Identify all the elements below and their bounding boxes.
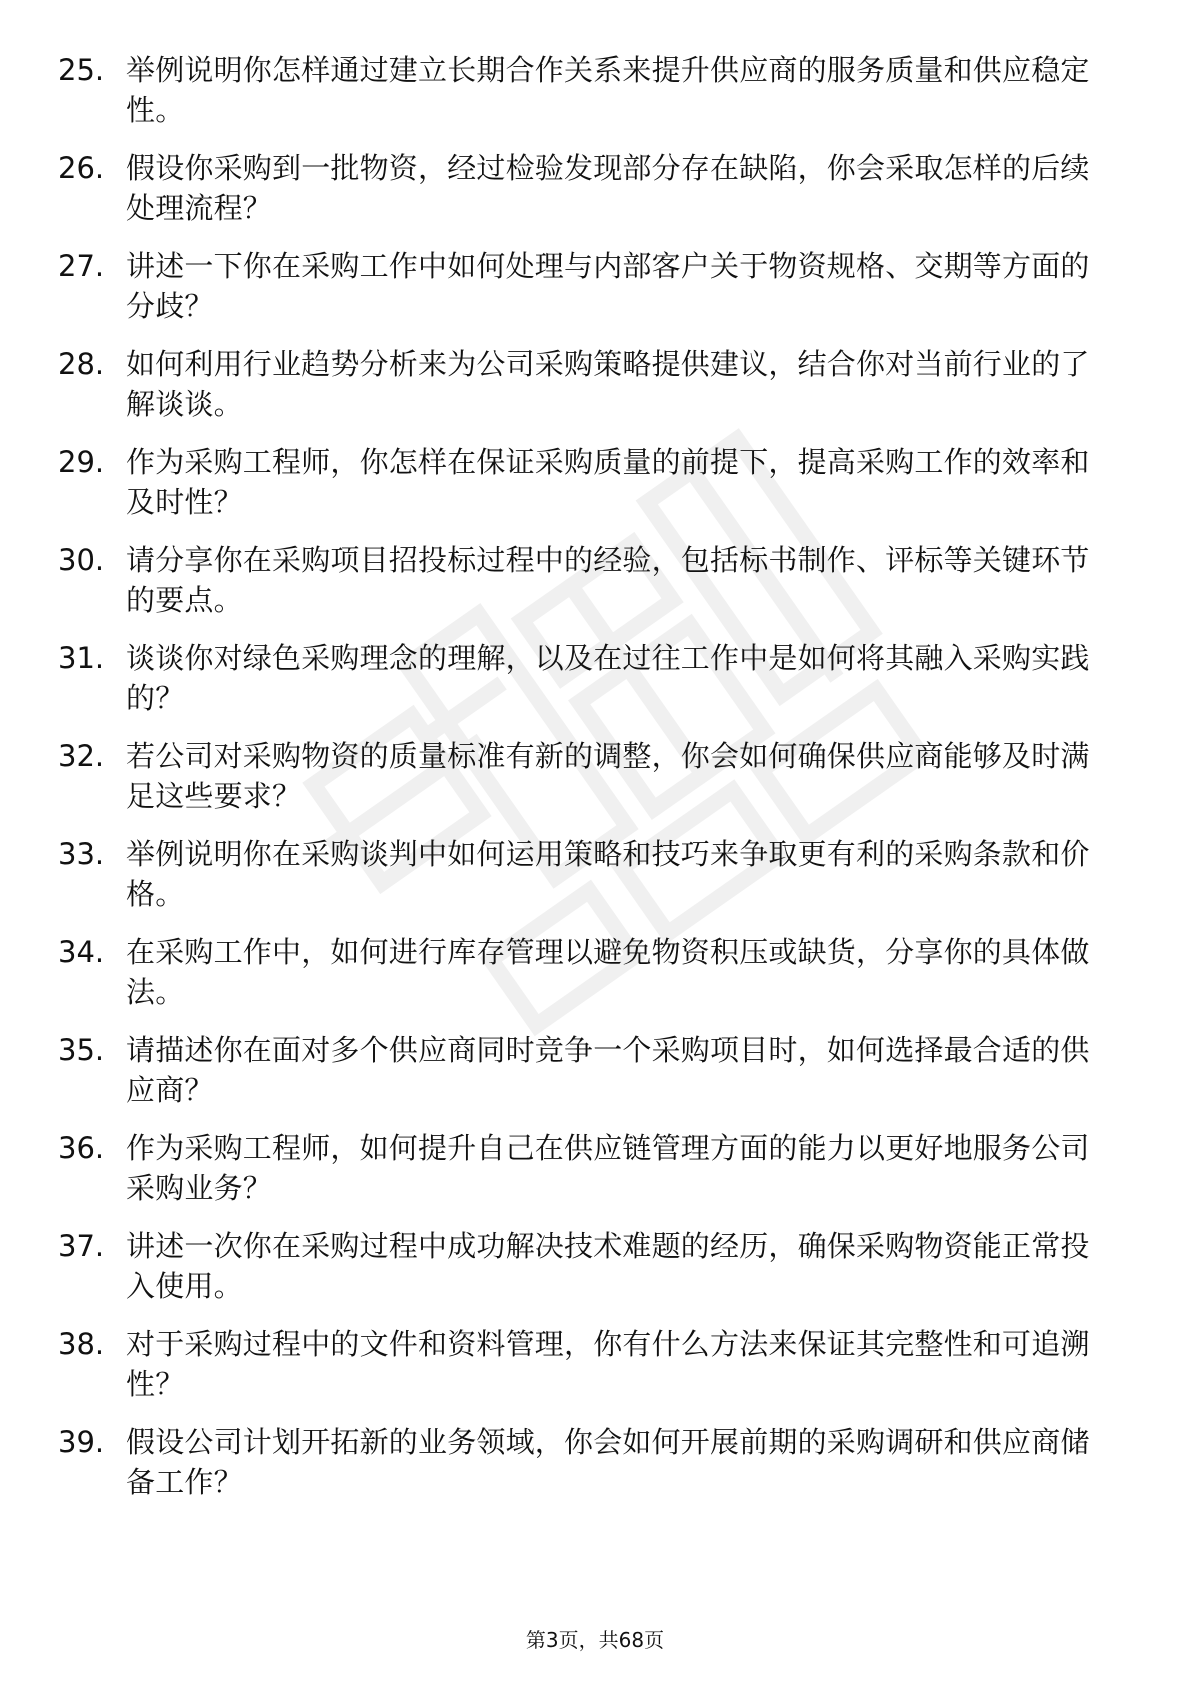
question-text: 在采购工作中，如何进行库存管理以避免物资积压或缺货，分享你的具体做法。 — [126, 935, 1090, 1009]
question-number: 26. — [58, 151, 105, 185]
question-text: 谈谈你对绿色采购理念的理解，以及在过往工作中是如何将其融入采购实践的？ — [126, 641, 1090, 715]
question-number: 33. — [58, 837, 105, 871]
question-item-27 — [58, 246, 1118, 344]
question-item-28 — [58, 344, 1118, 442]
question-text: 对于采购过程中的文件和资料管理，你有什么方法来保证其完整性和可追溯性？ — [126, 1327, 1090, 1401]
question-text: 请分享你在采购项目招投标过程中的经验，包括标书制作、评标等关键环节的要点。 — [126, 543, 1090, 617]
question-text: 如何利用行业趋势分析来为公司采购策略提供建议，结合你对当前行业的了解谈谈。 — [126, 347, 1090, 421]
question-number: 36. — [58, 1131, 105, 1165]
question-number: 31. — [58, 641, 105, 675]
question-item-25 — [58, 50, 1118, 148]
question-item-29 — [58, 442, 1118, 540]
question-number: 39. — [58, 1425, 105, 1459]
question-number: 25. — [58, 53, 105, 87]
page-footer: 第3页，共68页 — [525, 1628, 665, 1652]
question-item-33 — [58, 834, 1118, 932]
question-item-35 — [58, 1030, 1118, 1128]
question-item-31 — [58, 638, 1118, 736]
question-text: 讲述一次你在采购过程中成功解决技术难题的经历，确保采购物资能正常投入使用。 — [126, 1229, 1090, 1303]
question-number: 29. — [58, 445, 105, 479]
question-text: 若公司对采购物资的质量标准有新的调整，你会如何确保供应商能够及时满足这些要求？ — [126, 739, 1090, 813]
question-item-32 — [58, 736, 1118, 834]
question-item-36 — [58, 1128, 1118, 1226]
question-text: 请描述你在面对多个供应商同时竞争一个采购项目时，如何选择最合适的供应商？ — [126, 1033, 1090, 1107]
question-text: 举例说明你在采购谈判中如何运用策略和技巧来争取更有利的采购条款和价格。 — [126, 837, 1090, 911]
question-number: 32. — [58, 739, 105, 773]
question-text: 假设你采购到一批物资，经过检验发现部分存在缺陷，你会采取怎样的后续处理流程？ — [126, 151, 1090, 225]
question-item-30 — [58, 540, 1118, 638]
question-number: 30. — [58, 543, 105, 577]
question-item-26 — [58, 148, 1118, 246]
question-text: 假设公司计划开拓新的业务领域，你会如何开展前期的采购调研和供应商储备工作？ — [126, 1425, 1090, 1499]
question-text: 作为采购工程师，如何提升自己在供应链管理方面的能力以更好地服务公司采购业务？ — [126, 1131, 1090, 1205]
question-text: 讲述一下你在采购工作中如何处理与内部客户关于物资规格、交期等方面的分歧？ — [126, 249, 1090, 323]
question-item-39 — [58, 1422, 1118, 1520]
question-number: 38. — [58, 1327, 105, 1361]
question-item-34 — [58, 932, 1118, 1030]
question-number: 27. — [58, 249, 105, 283]
question-text: 举例说明你怎样通过建立长期合作关系来提升供应商的服务质量和供应稳定性。 — [126, 53, 1090, 127]
question-number: 35. — [58, 1033, 105, 1067]
question-number: 37. — [58, 1229, 105, 1263]
question-item-37 — [58, 1226, 1118, 1324]
question-number: 28. — [58, 347, 105, 381]
question-list — [58, 50, 1118, 1520]
question-item-38 — [58, 1324, 1118, 1422]
question-text: 作为采购工程师，你怎样在保证采购质量的前提下，提高采购工作的效率和及时性？ — [126, 445, 1090, 519]
question-number: 34. — [58, 935, 105, 969]
